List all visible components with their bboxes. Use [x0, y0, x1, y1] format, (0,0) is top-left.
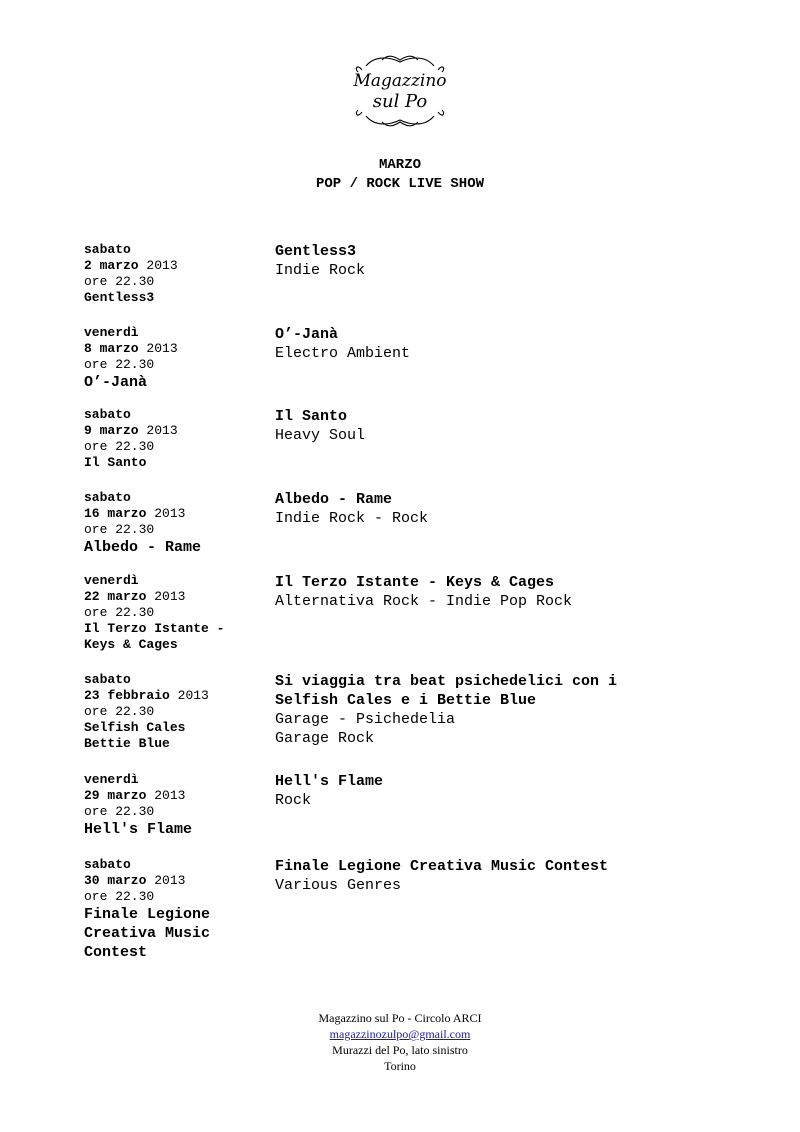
event-band-name: Bettie Blue [84, 736, 170, 751]
event-date-day-month: 8 marzo [84, 341, 139, 356]
event-band-name: Il Santo [84, 455, 147, 470]
event-year: 2013 [154, 788, 186, 803]
event-band-name: Gentless3 [84, 290, 155, 305]
svg-text:sul Po: sul Po [372, 91, 428, 112]
event-band-name: Finale Legione [84, 906, 211, 923]
event-time: ore 22.30 [84, 889, 155, 904]
event-year: 2013 [154, 589, 186, 604]
footer-city: Torino [384, 1059, 416, 1073]
event-schedule [84, 242, 264, 306]
show-subtitle: POP / ROCK LIVE SHOW [315, 176, 485, 192]
event-schedule [84, 573, 264, 653]
event-time: ore 22.30 [84, 605, 155, 620]
svg-text:Magazzino: Magazzino [353, 71, 447, 91]
event-date [84, 341, 264, 357]
event-schedule [84, 407, 264, 471]
event-genre: Electro Ambient [275, 345, 411, 362]
event-schedule [84, 325, 264, 392]
event-title: Gentless3 [275, 243, 357, 260]
event-time: ore 22.30 [84, 274, 155, 289]
footer [0, 1010, 800, 1074]
event-band-name: Albedo - Rame [84, 539, 202, 556]
event-year: 2013 [154, 506, 186, 521]
event-schedule [84, 772, 264, 839]
event-genre: Indie Rock - Rock [275, 510, 429, 527]
event-date-day-month: 23 febbraio [84, 688, 170, 703]
event-year: 2013 [146, 258, 178, 273]
event-date-day-month: 29 marzo [84, 788, 147, 803]
event-details [275, 242, 725, 280]
event-genre: Alternativa Rock - Indie Pop Rock [275, 593, 573, 610]
event-time: ore 22.30 [84, 704, 155, 719]
event-genre: Indie Rock [275, 262, 366, 279]
event-date [84, 873, 264, 889]
event-genre: Heavy Soul [275, 427, 366, 444]
event-details [275, 573, 725, 611]
event-schedule [84, 490, 264, 557]
event-date [84, 688, 264, 704]
month-heading: MARZO [378, 157, 421, 173]
event-title: Hell's Flame [275, 773, 384, 790]
event-genre: Garage Rock [275, 730, 375, 747]
event-day: sabato [84, 490, 131, 505]
event-year: 2013 [177, 688, 209, 703]
event-time: ore 22.30 [84, 357, 155, 372]
event-title: Si viaggia tra beat psichedelici con i [275, 673, 618, 690]
event-schedule [84, 857, 264, 962]
footer-email-link[interactable]: magazzinozulpo@gmail.com [329, 1027, 471, 1041]
event-day: sabato [84, 407, 131, 422]
event-details [275, 325, 725, 363]
event-details [275, 490, 725, 528]
event-band-name: O’-Janà [84, 374, 148, 391]
event-details [275, 772, 725, 810]
event-details [275, 857, 725, 895]
event-band-name: Hell's Flame [84, 821, 193, 838]
event-time: ore 22.30 [84, 804, 155, 819]
event-day: venerdì [84, 772, 139, 787]
event-title: Finale Legione Creativa Music Contest [275, 858, 609, 875]
event-date-day-month: 9 marzo [84, 423, 139, 438]
event-time: ore 22.30 [84, 439, 155, 454]
event-title: O’-Janà [275, 326, 339, 343]
event-date-day-month: 2 marzo [84, 258, 139, 273]
magazzino-logo [348, 52, 452, 130]
event-details [275, 672, 725, 748]
event-band-name: Keys & Cages [84, 637, 178, 652]
event-year: 2013 [146, 341, 178, 356]
event-date [84, 506, 264, 522]
event-year: 2013 [154, 873, 186, 888]
event-title: Il Terzo Istante - Keys & Cages [275, 574, 555, 591]
event-day: sabato [84, 242, 131, 257]
event-date-day-month: 22 marzo [84, 589, 147, 604]
event-date-day-month: 16 marzo [84, 506, 147, 521]
event-title: Il Santo [275, 408, 348, 425]
event-day: venerdì [84, 573, 139, 588]
event-day: sabato [84, 672, 131, 687]
event-band-name: Contest [84, 944, 148, 961]
event-genre: Rock [275, 792, 312, 809]
event-band-name: Creativa Music [84, 925, 211, 942]
event-genre: Various Genres [275, 877, 402, 894]
event-schedule [84, 672, 264, 752]
event-day: venerdì [84, 325, 139, 340]
footer-venue: Magazzino sul Po - Circolo ARCI [318, 1011, 482, 1025]
event-year: 2013 [146, 423, 178, 438]
event-date-day-month: 30 marzo [84, 873, 147, 888]
event-date [84, 258, 264, 274]
event-date [84, 589, 264, 605]
event-date [84, 788, 264, 804]
event-details [275, 407, 725, 445]
event-genre: Garage - Psichedelia [275, 711, 456, 728]
event-title: Albedo - Rame [275, 491, 393, 508]
event-band-name: Selfish Cales [84, 720, 186, 735]
event-band-name: Il Terzo Istante - [84, 621, 225, 636]
event-title: Selfish Cales e i Bettie Blue [275, 692, 537, 709]
event-date [84, 423, 264, 439]
event-day: sabato [84, 857, 131, 872]
event-time: ore 22.30 [84, 522, 155, 537]
footer-address: Murazzi del Po, lato sinistro [332, 1043, 468, 1057]
